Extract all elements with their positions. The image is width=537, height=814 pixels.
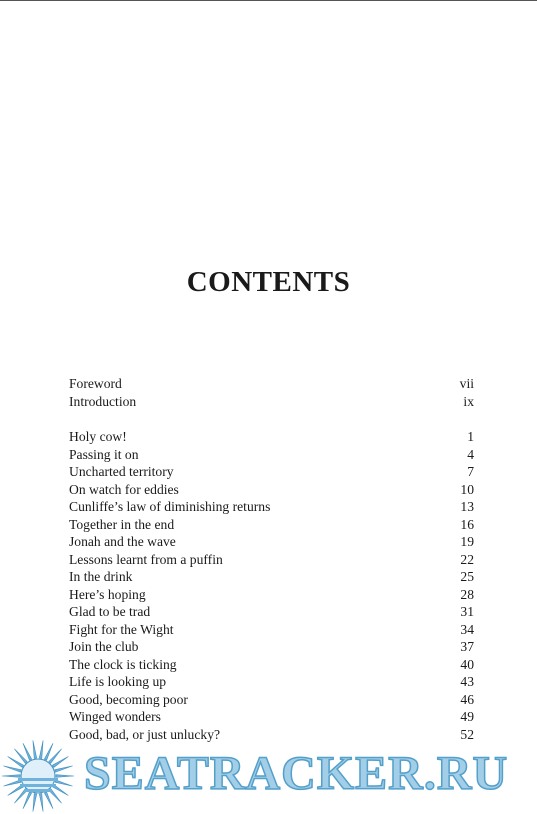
- toc-entry-page: 25: [460, 569, 474, 584]
- toc-entry-title: Here’s hoping: [69, 586, 146, 602]
- toc-entry-title: Uncharted territory: [69, 464, 174, 479]
- sun-ray: [33, 740, 37, 758]
- toc-entry: [69, 638, 474, 656]
- toc-entry-page: 31: [460, 604, 474, 619]
- toc-entry-page: 43: [460, 674, 474, 689]
- toc-entry-title: Glad to be trad: [69, 604, 151, 619]
- toc-entry-page: 10: [460, 481, 474, 497]
- toc-entry: [69, 673, 474, 691]
- sun-ray: [39, 794, 43, 812]
- toc-entry-title: Together in the end: [69, 516, 175, 532]
- toc-entry-page: 13: [460, 499, 474, 514]
- toc-entry-page: 22: [460, 551, 474, 567]
- toc-entry-page: 4: [467, 446, 474, 462]
- sun-ray: [33, 794, 37, 812]
- toc-entry: [69, 498, 474, 516]
- watermark: [0, 738, 537, 814]
- toc-entry: [69, 375, 474, 393]
- toc-entry-title: Good, bad, or just unlucky?: [69, 726, 221, 742]
- toc-entry: [69, 446, 474, 464]
- toc-entry-title: Fight for the Wight: [69, 621, 174, 637]
- toc-entry: [69, 568, 474, 586]
- toc-entry: [69, 708, 474, 726]
- toc-entry: [69, 603, 474, 621]
- sun-ray: [39, 740, 43, 758]
- toc-entry-title: Introduction: [69, 393, 137, 409]
- sun-ray: [23, 743, 32, 760]
- toc-entry-page: vii: [459, 376, 474, 391]
- sun-ray: [23, 792, 32, 809]
- page-title: CONTENTS: [186, 266, 351, 298]
- toc-entry-page: ix: [463, 393, 474, 409]
- toc-entry-title: Jonah and the wave: [69, 534, 176, 549]
- toc-entry-title: Join the club: [69, 639, 139, 654]
- toc-entry-title: In the drink: [69, 569, 133, 584]
- sun-ray: [2, 775, 20, 778]
- toc-entry-title: Lessons learnt from a puffin: [69, 551, 223, 567]
- toc-entry: [69, 656, 474, 674]
- sun-ray: [44, 743, 53, 760]
- toc-entry-page: 40: [460, 656, 474, 672]
- toc-entry-title: Cunliffe’s law of diminishing returns: [69, 499, 271, 514]
- toc-entry-page: 1: [467, 429, 474, 444]
- top-border-line: [0, 0, 537, 1]
- toc-entry-page: 28: [460, 586, 474, 602]
- toc-entry-title: Holy cow!: [69, 429, 127, 444]
- toc-entry-title: Life is looking up: [69, 674, 167, 689]
- toc-entry-page: 7: [467, 464, 474, 479]
- toc-entry: [69, 481, 474, 499]
- toc-entry-page: 37: [460, 639, 474, 654]
- toc-chapters: [69, 428, 474, 743]
- toc-entry-page: 34: [460, 621, 474, 637]
- toc-entry-title: Passing it on: [69, 446, 139, 462]
- toc-entry: [69, 463, 474, 481]
- toc-entry-title: Winged wonders: [69, 709, 161, 724]
- sun-ray: [56, 775, 74, 778]
- toc-entry: [69, 533, 474, 551]
- toc-entry-page: 46: [460, 691, 474, 707]
- toc-entry: [69, 428, 474, 446]
- toc-entry-title: Good, becoming poor: [69, 691, 188, 707]
- watermark-text: SEATRACKER.RU: [84, 747, 509, 800]
- toc-entry: [69, 621, 474, 639]
- toc-entry: [69, 551, 474, 569]
- sun-ray: [44, 792, 53, 809]
- toc-entry-title: On watch for eddies: [69, 481, 179, 497]
- toc-entry: [69, 393, 474, 411]
- toc-entry-page: 16: [460, 516, 474, 532]
- sun-ray: [4, 766, 22, 772]
- toc-entry: [69, 586, 474, 604]
- toc-entry-title: The clock is ticking: [69, 656, 177, 672]
- sun-over-sea-icon: [0, 738, 80, 814]
- toc-entry-page: 49: [460, 709, 474, 724]
- sun-ray: [55, 766, 73, 772]
- toc-entry-page: 52: [460, 726, 474, 742]
- toc-entry-page: 19: [460, 534, 474, 549]
- toc-front-matter: [69, 375, 474, 410]
- toc-entry-title: Foreword: [69, 376, 122, 391]
- toc-entry: [69, 516, 474, 534]
- toc-entry: [69, 691, 474, 709]
